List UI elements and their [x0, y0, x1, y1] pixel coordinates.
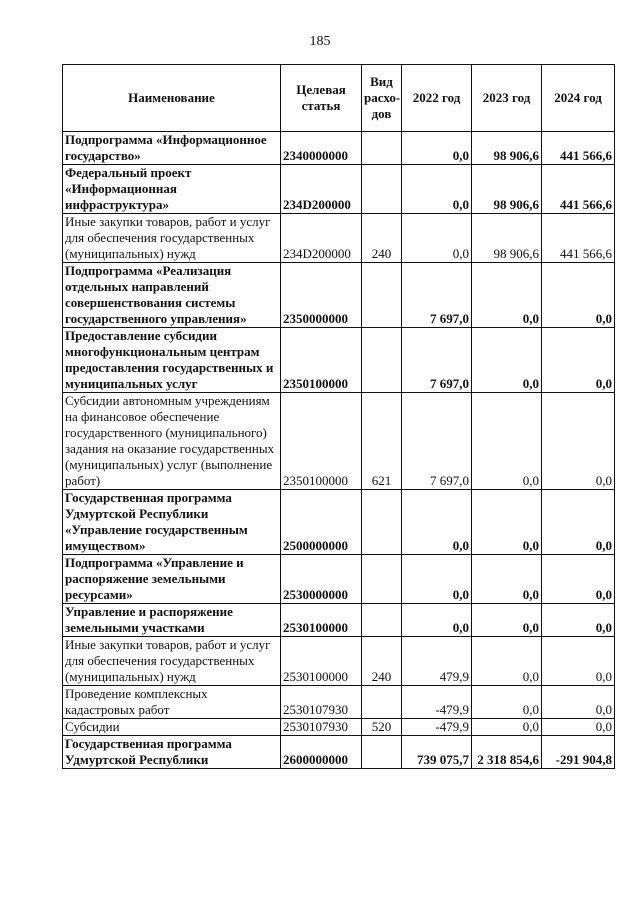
cell-2022: 0,0 — [402, 604, 472, 637]
cell-2022: 479,9 — [402, 637, 472, 686]
cell-name: Иные закупки товаров, работ и услуг для обеспечения государственных (муниципальных) нужд — [63, 637, 281, 686]
cell-2024: -291 904,8 — [542, 736, 615, 769]
cell-kind — [362, 686, 402, 719]
table-row — [63, 165, 615, 214]
cell-2022: 7 697,0 — [402, 263, 472, 328]
cell-2024: 0,0 — [542, 328, 615, 393]
table-row — [63, 736, 615, 769]
cell-name: Проведение комплексных кадастровых работ — [63, 686, 281, 719]
cell-2022: 0,0 — [402, 490, 472, 555]
cell-name: Государственная программа Удмуртской Республики «Управление государственным имуществом» — [63, 490, 281, 555]
cell-name: Подпрограмма «Реализация отдельных направлений совершенствования системы государственного управления» — [63, 263, 281, 328]
table-header-row — [63, 65, 615, 132]
cell-kind — [362, 263, 402, 328]
cell-2022: -479,9 — [402, 686, 472, 719]
table-row — [63, 719, 615, 736]
cell-2023: 0,0 — [472, 637, 542, 686]
header-name: Наименование — [63, 65, 281, 132]
cell-kind: 621 — [362, 393, 402, 490]
cell-code: 2350100000 — [281, 393, 362, 490]
cell-2023: 0,0 — [472, 604, 542, 637]
cell-code: 2530000000 — [281, 555, 362, 604]
cell-2024: 0,0 — [542, 637, 615, 686]
cell-2023: 0,0 — [472, 686, 542, 719]
cell-code: 2530100000 — [281, 604, 362, 637]
page-number: 185 — [309, 34, 331, 49]
cell-2023: 98 906,6 — [472, 165, 542, 214]
header-code: Целевая статья — [281, 65, 362, 132]
cell-2024: 441 566,6 — [542, 165, 615, 214]
cell-2024: 0,0 — [542, 263, 615, 328]
cell-2022: 739 075,7 — [402, 736, 472, 769]
cell-kind: 240 — [362, 214, 402, 263]
table-row — [63, 686, 615, 719]
cell-kind — [362, 555, 402, 604]
cell-2024: 441 566,6 — [542, 214, 615, 263]
cell-2024: 441 566,6 — [542, 132, 615, 165]
cell-2023: 0,0 — [472, 490, 542, 555]
header-2022: 2022 год — [402, 65, 472, 132]
cell-name: Государственная программа Удмуртской Республики — [63, 736, 281, 769]
cell-code: 2530100000 — [281, 637, 362, 686]
header-2023: 2023 год — [472, 65, 542, 132]
cell-2023: 0,0 — [472, 719, 542, 736]
cell-code: 2530107930 — [281, 719, 362, 736]
cell-name: Подпрограмма «Управление и распоряжение земельными ресурсами» — [63, 555, 281, 604]
table-row — [63, 393, 615, 490]
cell-kind: 520 — [362, 719, 402, 736]
cell-2024: 0,0 — [542, 490, 615, 555]
cell-2023: 98 906,6 — [472, 214, 542, 263]
cell-kind — [362, 736, 402, 769]
cell-name: Подпрограмма «Информационное государство» — [63, 132, 281, 165]
cell-code: 234D200000 — [281, 165, 362, 214]
cell-code: 2340000000 — [281, 132, 362, 165]
cell-name: Предоставление субсидии многофункциональным центрам предоставления государственных и муниципальных услуг — [63, 328, 281, 393]
cell-2022: 7 697,0 — [402, 393, 472, 490]
cell-name: Субсидии — [63, 719, 281, 736]
cell-code: 2350100000 — [281, 328, 362, 393]
cell-2022: 0,0 — [402, 165, 472, 214]
cell-2023: 0,0 — [472, 328, 542, 393]
cell-name: Федеральный проект «Информационная инфраструктура» — [63, 165, 281, 214]
table-row — [63, 328, 615, 393]
cell-code: 2530107930 — [281, 686, 362, 719]
cell-name: Иные закупки товаров, работ и услуг для обеспечения государственных (муниципальных) нужд — [63, 214, 281, 263]
cell-2024: 0,0 — [542, 393, 615, 490]
cell-2022: 0,0 — [402, 214, 472, 263]
cell-2022: 0,0 — [402, 132, 472, 165]
table-row — [63, 263, 615, 328]
cell-2024: 0,0 — [542, 719, 615, 736]
cell-kind — [362, 490, 402, 555]
table-row — [63, 637, 615, 686]
cell-name: Субсидии автономным учреждениям на финансовое обеспечение государственного (муниципального) задания на оказание государственных (муниципальных) услуг (выполнение работ) — [63, 393, 281, 490]
cell-2023: 0,0 — [472, 555, 542, 604]
cell-name: Управление и распоряжение земельными участками — [63, 604, 281, 637]
header-kind: Вид расхо-дов — [362, 65, 402, 132]
table-row — [63, 214, 615, 263]
cell-2024: 0,0 — [542, 604, 615, 637]
cell-2022: -479,9 — [402, 719, 472, 736]
cell-kind — [362, 165, 402, 214]
cell-kind — [362, 132, 402, 165]
cell-2023: 98 906,6 — [472, 132, 542, 165]
table-row — [63, 604, 615, 637]
cell-kind — [362, 604, 402, 637]
cell-2023: 0,0 — [472, 393, 542, 490]
cell-2024: 0,0 — [542, 686, 615, 719]
budget-table — [62, 64, 615, 769]
cell-kind — [362, 328, 402, 393]
table-row — [63, 555, 615, 604]
cell-2024: 0,0 — [542, 555, 615, 604]
cell-2022: 0,0 — [402, 555, 472, 604]
cell-2023: 0,0 — [472, 263, 542, 328]
cell-code: 234D200000 — [281, 214, 362, 263]
cell-code: 2600000000 — [281, 736, 362, 769]
table-row — [63, 490, 615, 555]
header-2024: 2024 год — [542, 65, 615, 132]
cell-code: 2500000000 — [281, 490, 362, 555]
cell-kind: 240 — [362, 637, 402, 686]
cell-2022: 7 697,0 — [402, 328, 472, 393]
cell-code: 2350000000 — [281, 263, 362, 328]
cell-2023: 2 318 854,6 — [472, 736, 542, 769]
table-row — [63, 132, 615, 165]
